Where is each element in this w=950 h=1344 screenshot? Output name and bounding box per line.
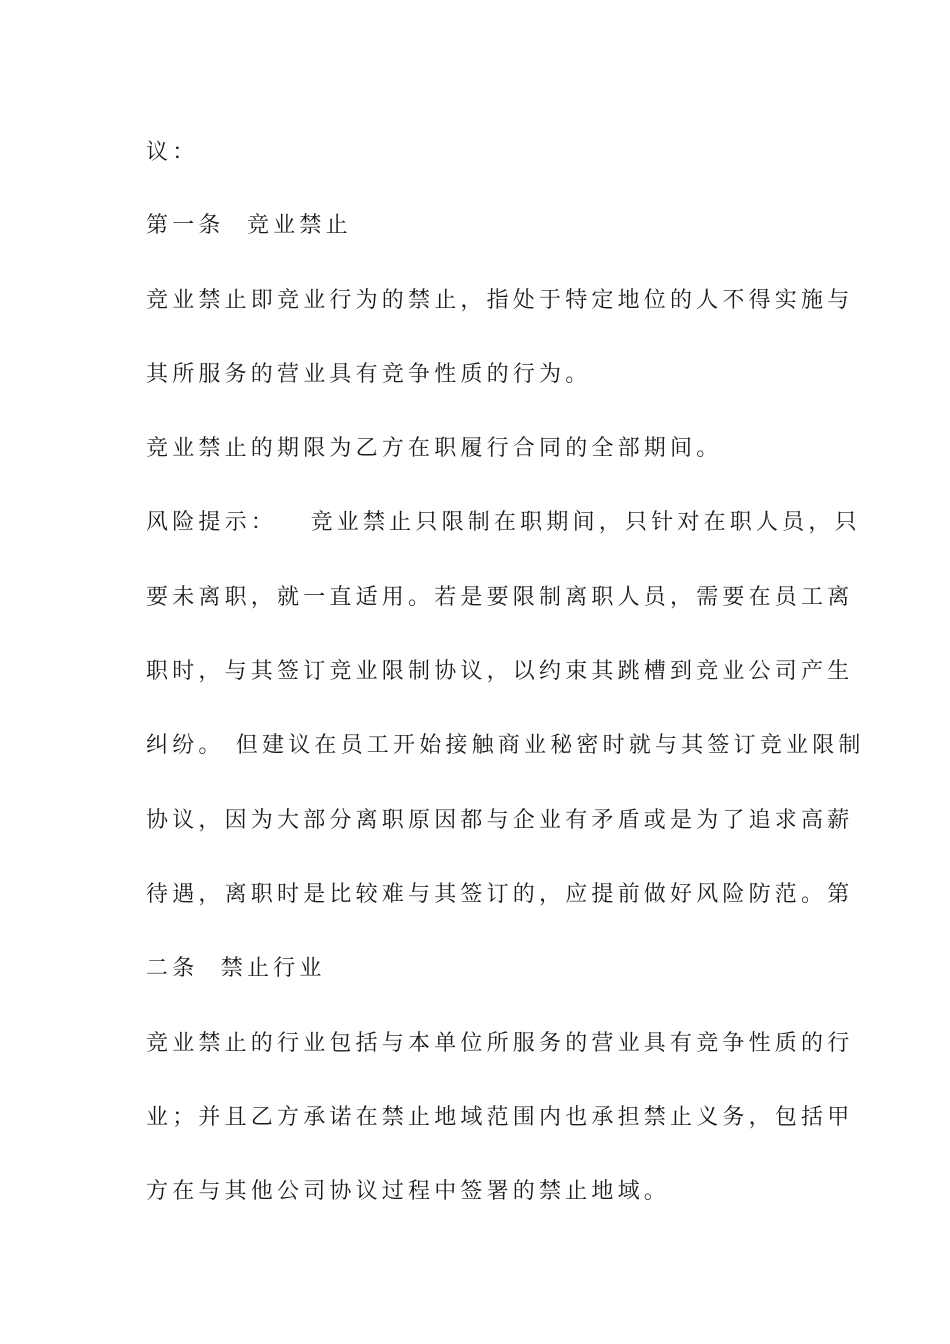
text-line: 竞业禁止的行业包括与本单位所服务的营业具有竞争性质的行 — [146, 1031, 854, 1056]
text-line: 竞业禁止的期限为乙方在职履行合同的全部期间。 — [146, 436, 723, 461]
section-heading-1: 第一条 竞业禁止 — [146, 213, 352, 238]
text-line: 要未离职，就一直适用。若是要限制离职人员，需要在员工离 — [146, 585, 854, 610]
text-line: 方在与其他公司协议过程中签署的禁止地域。 — [146, 1179, 671, 1204]
text-line: 议： — [146, 140, 199, 165]
text-line: 竞业禁止即竞业行为的禁止，指处于特定地位的人不得实施与 — [146, 288, 854, 313]
text-line: 纠纷。 但建议在员工开始接触商业秘密时就与其签订竞业限制 — [146, 733, 865, 758]
text-line: 职时，与其签订竞业限制协议，以约束其跳槽到竞业公司产生 — [146, 659, 854, 684]
text-line: 协议，因为大部分离职原因都与企业有矛盾或是为了追求高薪 — [146, 808, 854, 833]
text-line: 其所服务的营业具有竞争性质的行为。 — [146, 362, 592, 387]
text-line: 业；并且乙方承诺在禁止地域范围内也承担禁止义务，包括甲 — [146, 1105, 854, 1130]
section-heading-2: 二条 禁止行业 — [146, 956, 326, 981]
text-line: 待遇，离职时是比较难与其签订的，应提前做好风险防范。第 — [146, 882, 854, 907]
text-line: 风险提示： 竞业禁止只限制在职期间，只针对在职人员，只 — [146, 510, 861, 535]
